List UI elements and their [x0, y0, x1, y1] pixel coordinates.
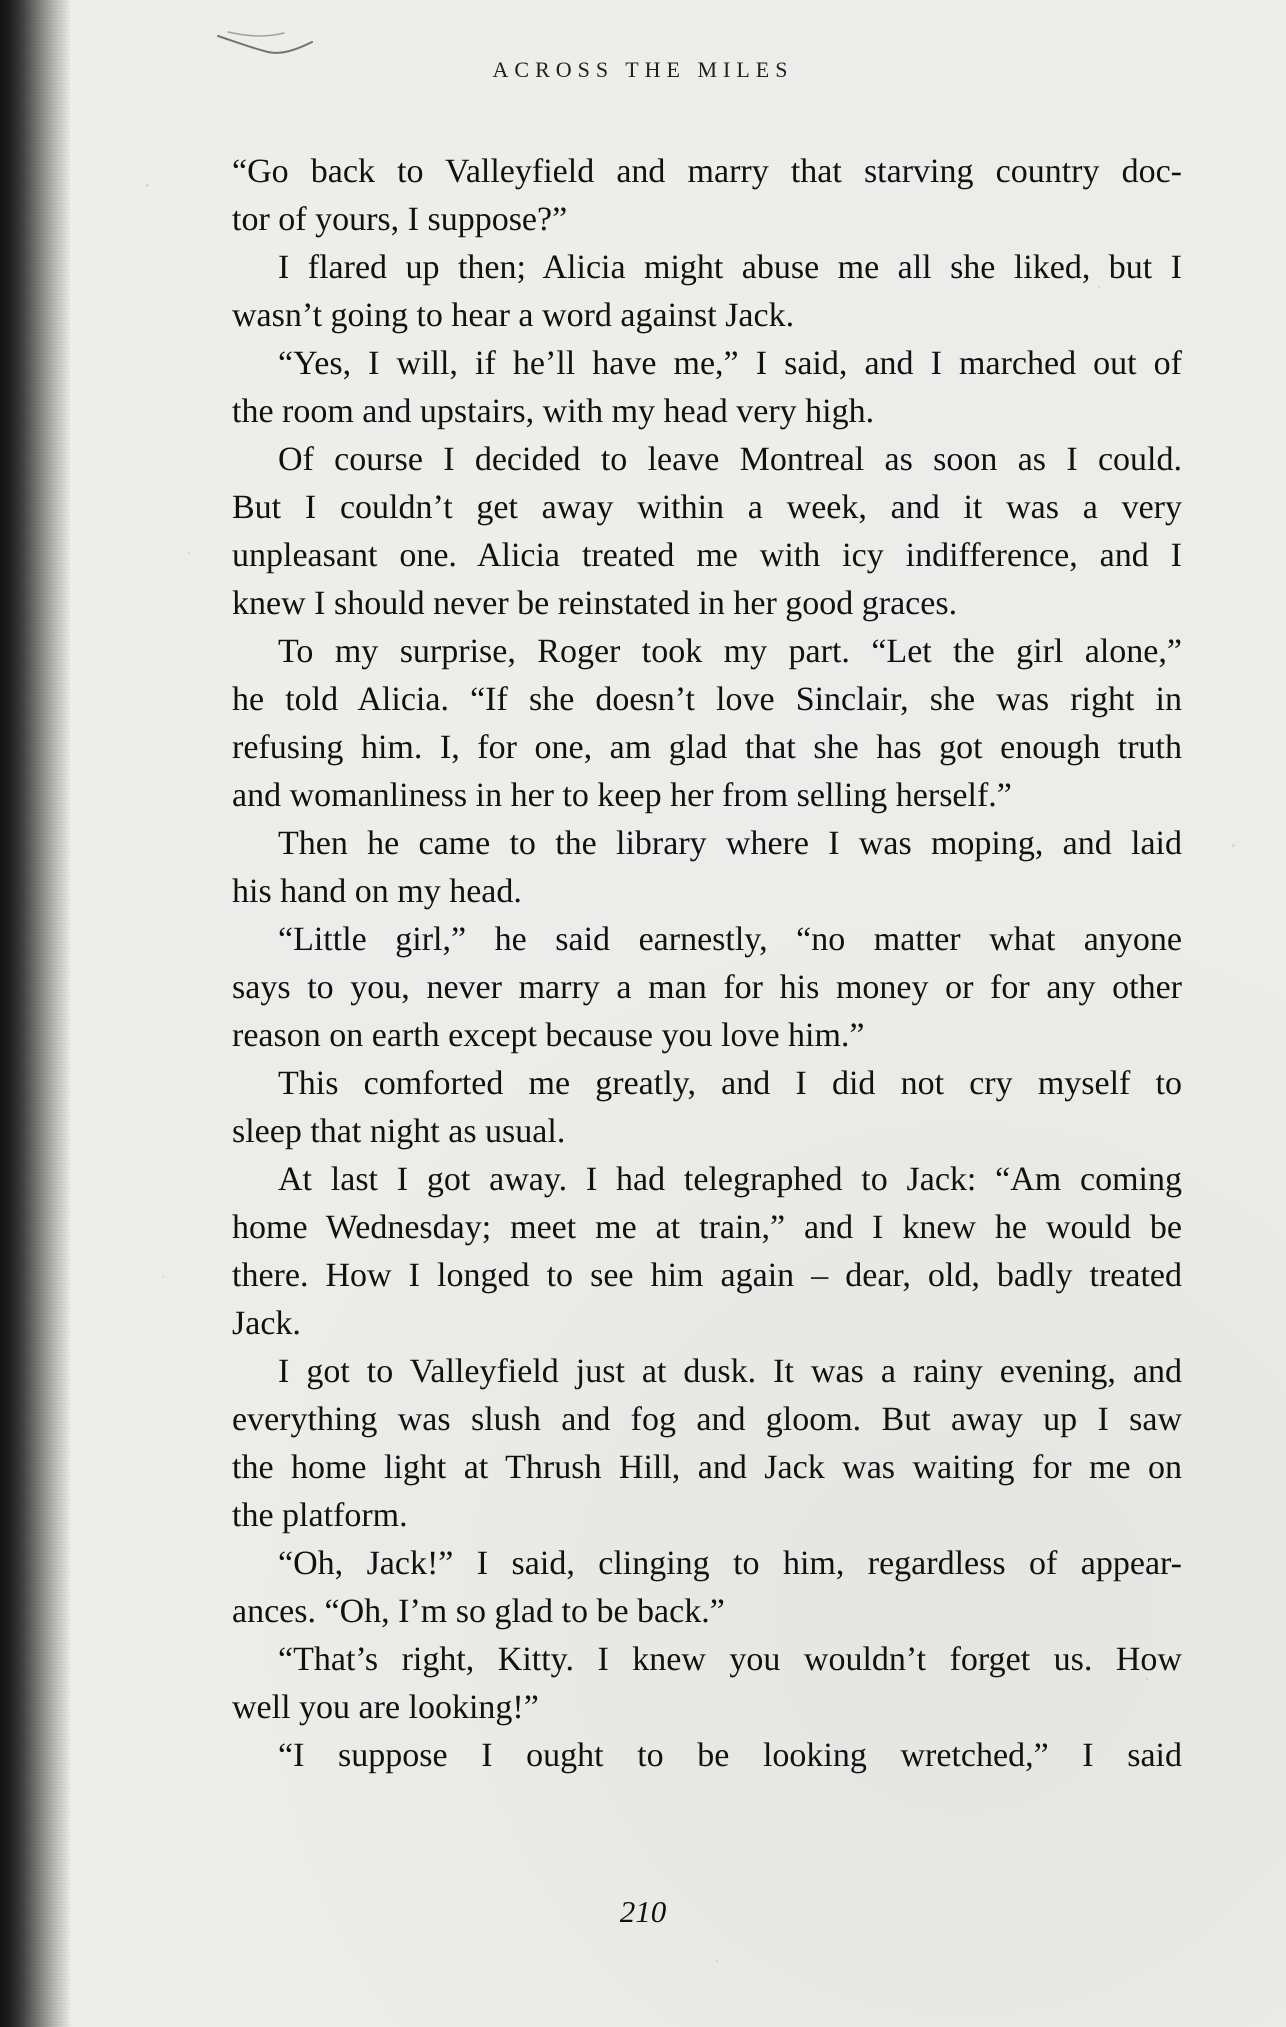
text-line: and womanliness in her to keep her from selling herself.” [232, 777, 1012, 814]
paper-speck [1098, 286, 1100, 288]
text-line: unpleasant one. Alicia treated me with icy indifference, and I [232, 537, 1182, 574]
text-line: sleep that night as usual. [232, 1113, 566, 1150]
text-line: tor of yours, I suppose?” [232, 201, 568, 238]
text-line: knew I should never be reinstated in her good graces. [232, 585, 958, 622]
text-line: the room and upstairs, with my head very high. [232, 393, 875, 430]
text-line: This comforted me greatly, and I did not cry myself to [278, 1065, 1182, 1102]
text-line: everything was slush and fog and gloom. But away up I saw [232, 1401, 1182, 1438]
paper-speck [188, 552, 190, 554]
text-line: reason on earth except because you love him.” [232, 1017, 865, 1054]
paper-speck [146, 184, 149, 187]
text-line: Then he came to the library where I was moping, and laid [278, 825, 1182, 862]
paper-speck [1232, 844, 1235, 847]
spine-texture [0, 0, 70, 2027]
text-line: I got to Valleyfield just at dusk. It was a rainy evening, and [278, 1353, 1182, 1390]
text-line: home Wednesday; meet me at train,” and I knew he would be [232, 1209, 1182, 1246]
paper-speck [1146, 1678, 1148, 1680]
paper-speck [716, 1960, 718, 1962]
text-line: the platform. [232, 1497, 408, 1534]
text-line: “Yes, I will, if he’ll have me,” I said, and I marched out of [278, 345, 1182, 382]
text-line: ances. “Oh, I’m so glad to be back.” [232, 1593, 725, 1630]
text-line: Of course I decided to leave Montreal as soon as I could. [278, 441, 1182, 478]
text-line: says to you, never marry a man for his money or for any other [232, 969, 1182, 1006]
text-line: “Little girl,” he said earnestly, “no matter what anyone [278, 921, 1182, 958]
text-line: well you are looking!” [232, 1689, 539, 1726]
text-line: wasn’t going to hear a word against Jack. [232, 297, 795, 334]
running-title: ACROSS THE MILES [492, 57, 794, 82]
text-line: he told Alicia. “If she doesn’t love Sinclair, she was right in [232, 681, 1182, 718]
text-line: “I suppose I ought to be looking wretched,” I said [278, 1737, 1182, 1774]
page-number: 210 [619, 1894, 667, 1929]
text-line: his hand on my head. [232, 873, 522, 910]
text-line: the home light at Thrush Hill, and Jack was waiting for me on [232, 1449, 1182, 1486]
main-text-block [232, 148, 1182, 1780]
text-line: “Go back to Valleyfield and marry that starving country doc- [232, 153, 1182, 190]
paper-speck [162, 1276, 164, 1278]
text-line: At last I got away. I had telegraphed to Jack: “Am coming [278, 1161, 1182, 1198]
text-line: “Oh, Jack!” I said, clinging to him, regardless of appear- [278, 1545, 1182, 1582]
text-line: To my surprise, Roger took my part. “Let the girl alone,” [278, 633, 1182, 670]
text-line: Jack. [232, 1305, 301, 1342]
text-line: But I couldn’t get away within a week, and it was a very [232, 489, 1182, 526]
text-line: there. How I longed to see him again – dear, old, badly treated [232, 1257, 1182, 1294]
text-line: “That’s right, Kitty. I knew you wouldn’t forget us. How [278, 1641, 1182, 1678]
text-line: refusing him. I, for one, am glad that she has got enough truth [232, 729, 1182, 766]
text-line: I flared up then; Alicia might abuse me all she liked, but I [278, 249, 1182, 286]
